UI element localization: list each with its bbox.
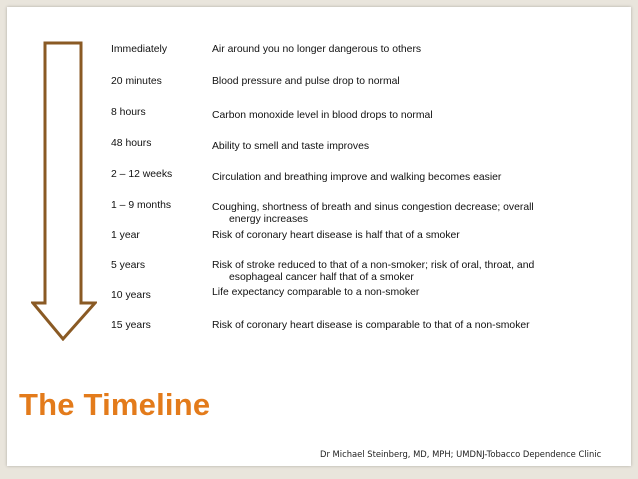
row-time: 5 years xyxy=(111,260,146,271)
row-time: 1 year xyxy=(111,230,140,241)
down-arrow-icon xyxy=(31,41,97,341)
row-time: 1 – 9 months xyxy=(111,200,172,211)
row-time: 20 minutes xyxy=(111,76,162,87)
credit-footer: Dr Michael Steinberg, MD, MPH; UMDNJ-Tobacco Dependence Clinic xyxy=(320,449,602,459)
row-time: Immediately xyxy=(111,44,168,55)
row-time: 10 years xyxy=(111,290,151,301)
row-description: Circulation and breathing improve and walking becomes easier xyxy=(212,172,502,183)
row-time: 15 years xyxy=(111,320,151,331)
row-time: 2 – 12 weeks xyxy=(111,169,173,180)
row-description: Risk of coronary heart disease is comparable to that of a non-smoker xyxy=(212,320,530,331)
row-description: Life expectancy comparable to a non-smoker xyxy=(212,287,420,298)
row-description: Risk of stroke reduced to that of a non-smoker; risk of oral, throat, and esophageal cancer half that of a smoker xyxy=(212,260,535,283)
row-description: Carbon monoxide level in blood drops to normal xyxy=(212,110,433,121)
row-description: Risk of coronary heart disease is half that of a smoker xyxy=(212,230,460,241)
row-time: 8 hours xyxy=(111,107,146,118)
row-description: Air around you no longer dangerous to others xyxy=(212,44,422,55)
slide-title: The Timeline xyxy=(19,387,211,422)
row-time: 48 hours xyxy=(111,138,152,149)
row-description: Coughing, shortness of breath and sinus congestion decrease; overall energy increases xyxy=(212,202,534,225)
slide xyxy=(7,7,631,466)
row-description: Ability to smell and taste improves xyxy=(212,141,370,152)
row-description: Blood pressure and pulse drop to normal xyxy=(212,76,400,87)
